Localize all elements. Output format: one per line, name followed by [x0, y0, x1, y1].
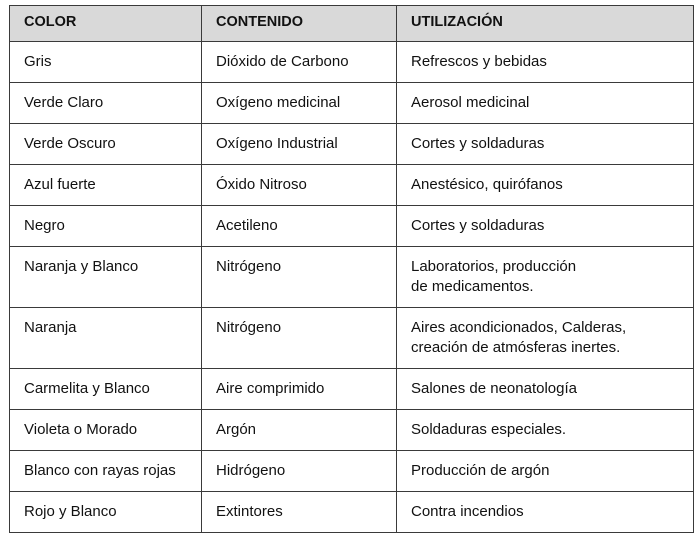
utilizacion-line: Salones de neonatología: [411, 380, 577, 397]
cell-color: Naranja: [10, 308, 202, 369]
cell-color: Violeta o Morado: [10, 410, 202, 451]
cell-utilizacion: [397, 492, 694, 533]
header-utilizacion: UTILIZACIÓN: [397, 6, 694, 42]
cell-color: Azul fuerte: [10, 165, 202, 206]
cell-utilizacion: [397, 247, 694, 308]
cell-utilizacion: [397, 308, 694, 369]
gas-color-table: [9, 5, 694, 533]
table-body: [10, 42, 694, 533]
table-row: [10, 369, 694, 410]
table-row: [10, 206, 694, 247]
table-row: [10, 308, 694, 369]
utilizacion-line: Refrescos y bebidas: [411, 53, 547, 70]
cell-utilizacion: [397, 42, 694, 83]
utilizacion-line: Cortes y soldaduras: [411, 217, 545, 234]
utilizacion-line: Soldaduras especiales.: [411, 421, 567, 438]
header-row: [10, 6, 694, 42]
cell-color: Blanco con rayas rojas: [10, 451, 202, 492]
table-row: [10, 42, 694, 83]
cell-utilizacion: [397, 83, 694, 124]
table-row: [10, 492, 694, 533]
utilizacion-line: creación de atmósferas inertes.: [411, 339, 621, 356]
cell-contenido: Nitrógeno: [202, 247, 397, 308]
gas-color-table-container: [9, 5, 693, 533]
table-row: [10, 165, 694, 206]
table-row: [10, 451, 694, 492]
cell-utilizacion: [397, 165, 694, 206]
cell-utilizacion: [397, 124, 694, 165]
cell-contenido: Óxido Nitroso: [202, 165, 397, 206]
utilizacion-line: Anestésico, quirófanos: [411, 176, 563, 193]
cell-color: Verde Oscuro: [10, 124, 202, 165]
cell-contenido: Dióxido de Carbono: [202, 42, 397, 83]
cell-utilizacion: [397, 451, 694, 492]
cell-contenido: Argón: [202, 410, 397, 451]
cell-contenido: Extintores: [202, 492, 397, 533]
cell-color: Carmelita y Blanco: [10, 369, 202, 410]
table-row: [10, 83, 694, 124]
table-row: [10, 124, 694, 165]
cell-contenido: Acetileno: [202, 206, 397, 247]
cell-color: Naranja y Blanco: [10, 247, 202, 308]
cell-color: Negro: [10, 206, 202, 247]
cell-utilizacion: [397, 410, 694, 451]
table-row: [10, 247, 694, 308]
table-row: [10, 410, 694, 451]
cell-utilizacion: [397, 369, 694, 410]
table-header: [10, 6, 694, 42]
utilizacion-line: Producción de argón: [411, 462, 550, 479]
cell-color: Verde Claro: [10, 83, 202, 124]
utilizacion-line: Cortes y soldaduras: [411, 135, 545, 152]
header-contenido: CONTENIDO: [202, 6, 397, 42]
cell-utilizacion: [397, 206, 694, 247]
cell-contenido: Hidrógeno: [202, 451, 397, 492]
utilizacion-line: de medicamentos.: [411, 278, 534, 295]
cell-contenido: Aire comprimido: [202, 369, 397, 410]
cell-contenido: Nitrógeno: [202, 308, 397, 369]
utilizacion-line: Aires acondicionados, Calderas,: [411, 319, 627, 336]
utilizacion-line: Contra incendios: [411, 503, 524, 520]
utilizacion-line: Aerosol medicinal: [411, 94, 530, 111]
cell-contenido: Oxígeno Industrial: [202, 124, 397, 165]
cell-contenido: Oxígeno medicinal: [202, 83, 397, 124]
header-color: COLOR: [10, 6, 202, 42]
cell-color: Gris: [10, 42, 202, 83]
cell-color: Rojo y Blanco: [10, 492, 202, 533]
utilizacion-line: Laboratorios, producción: [411, 258, 577, 275]
